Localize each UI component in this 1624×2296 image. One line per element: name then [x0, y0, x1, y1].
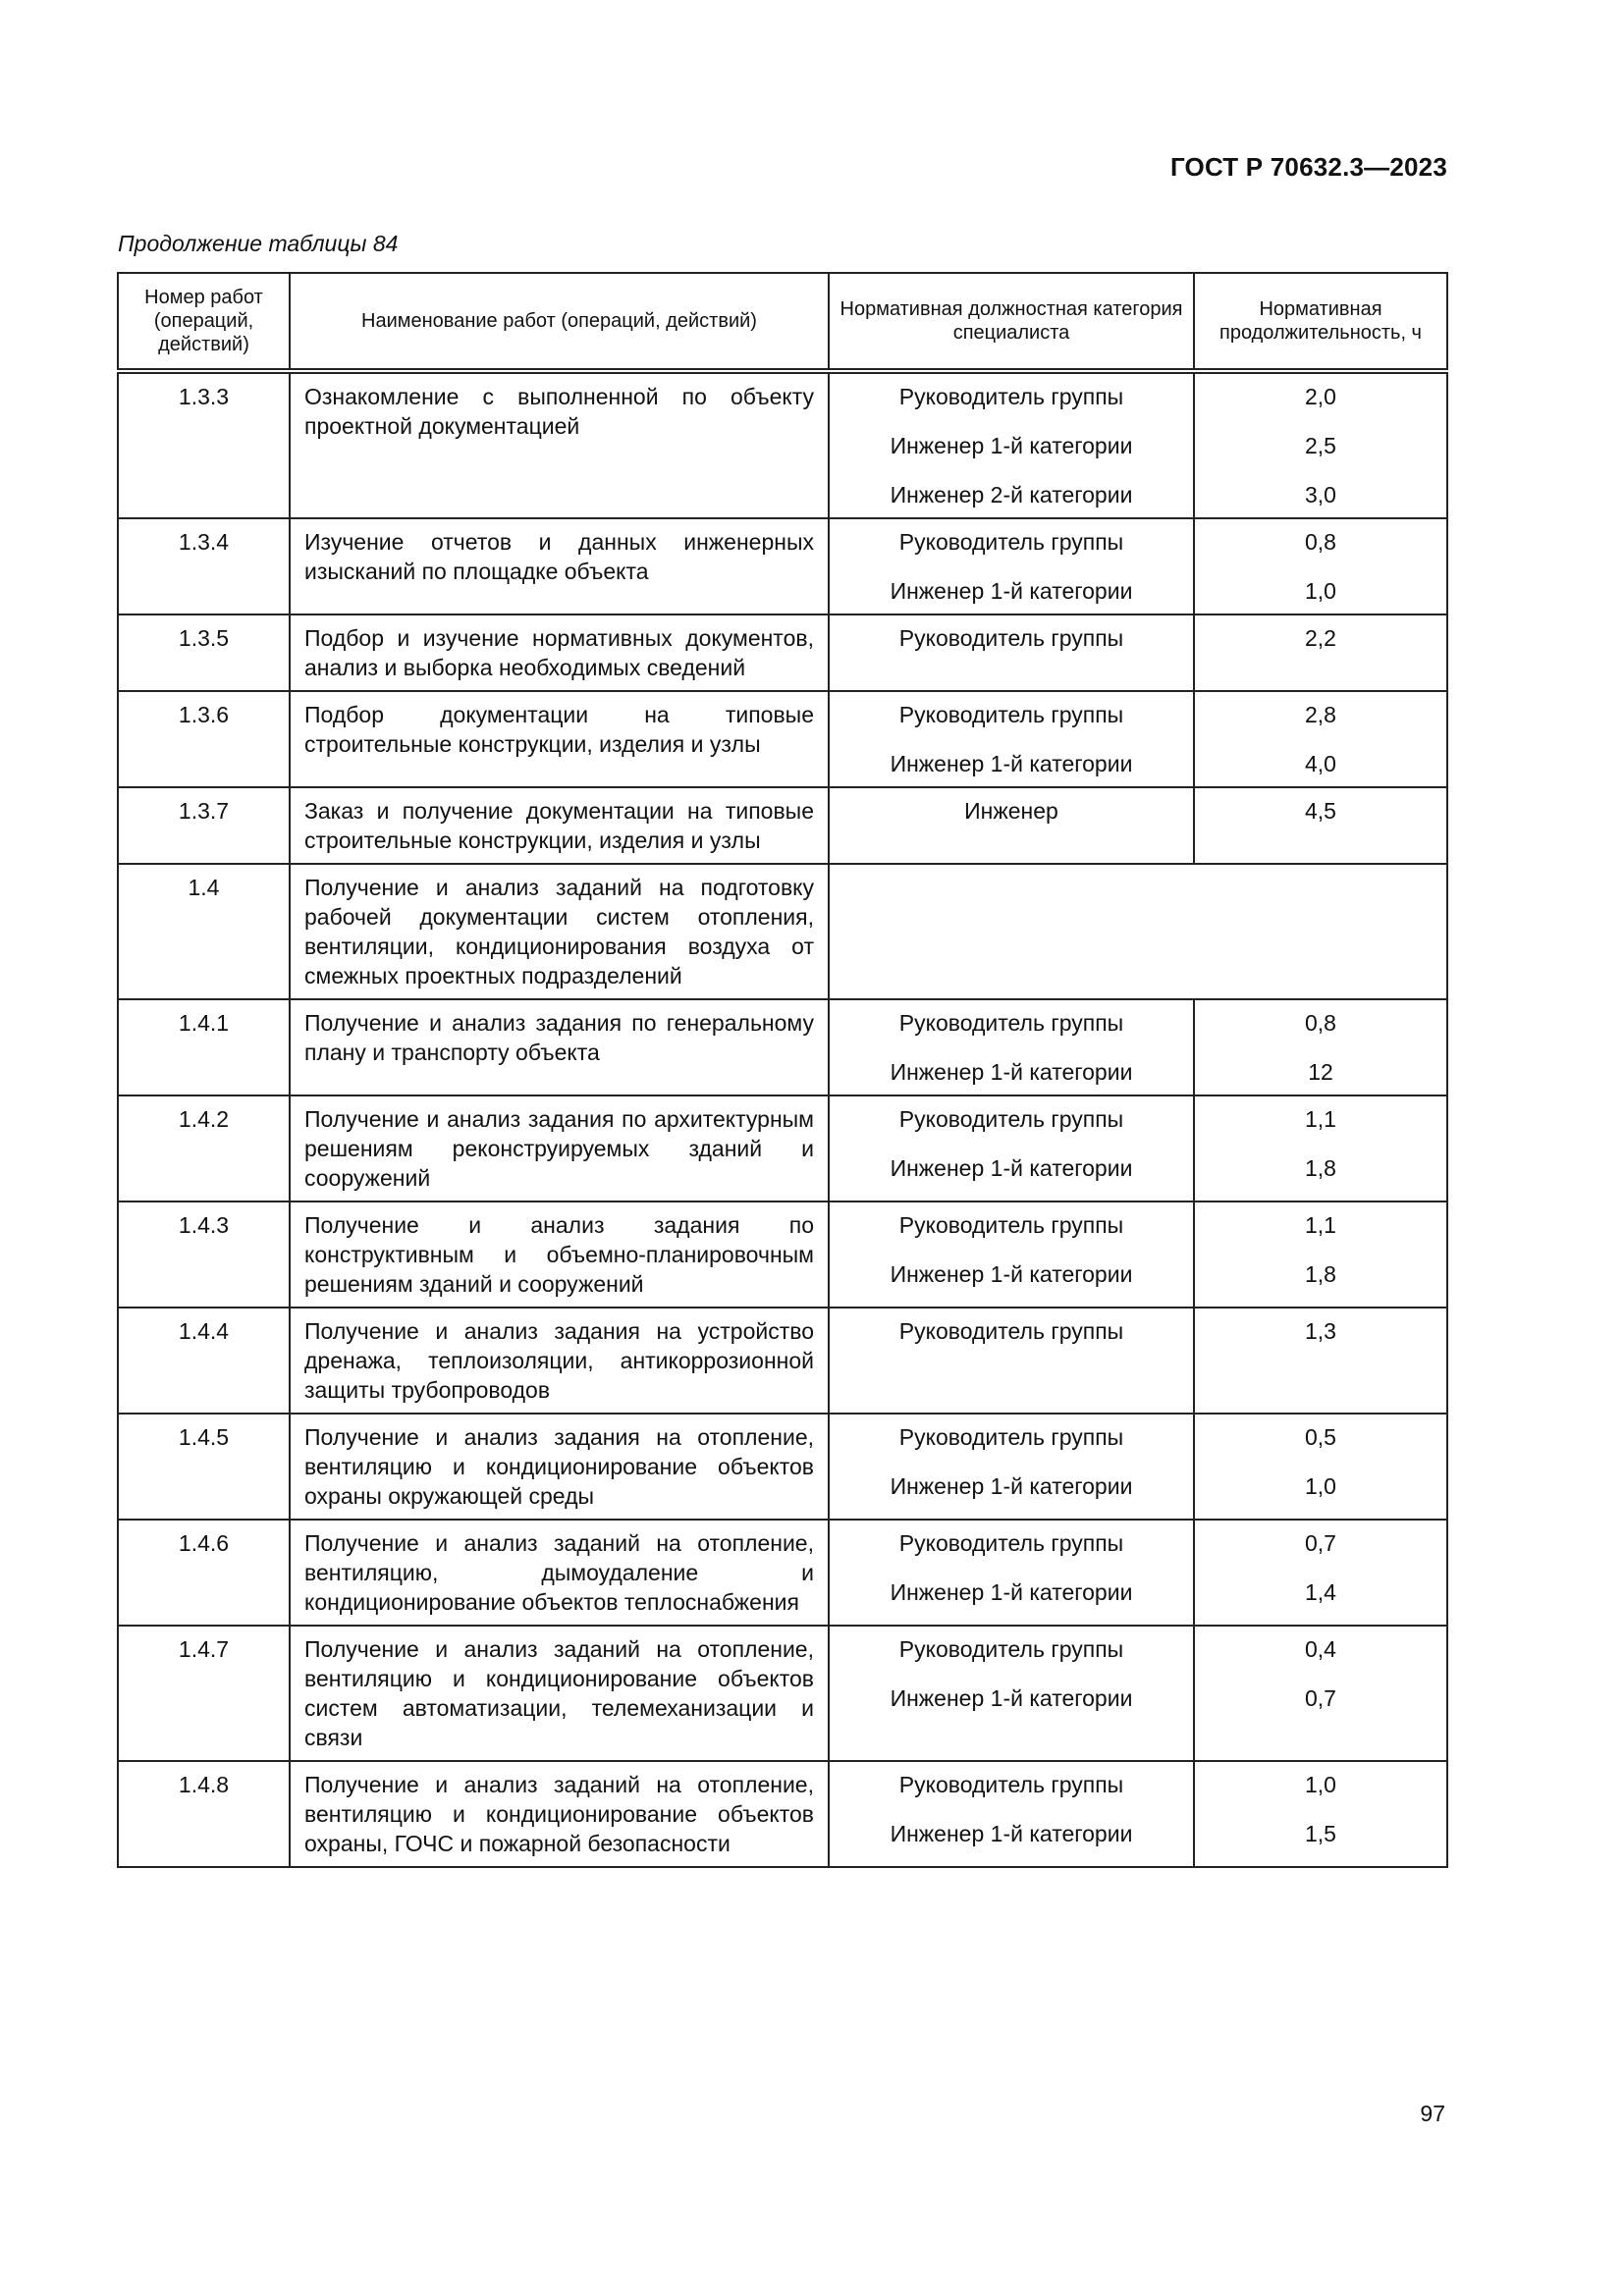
work-name-cell: Получение и анализ задания на отопление, вентиляцию и кондиционирование объектов охраны окружающей среды [290, 1414, 829, 1520]
specialist-category-cell [829, 371, 1194, 518]
work-number-cell: 1.4.1 [118, 999, 290, 1095]
specialist-category-cell [829, 1201, 1194, 1308]
table-row [118, 864, 1447, 999]
duration-cell [1194, 1520, 1447, 1626]
work-number-cell: 1.3.5 [118, 614, 290, 691]
work-number-cell: 1.3.6 [118, 691, 290, 787]
work-name-cell: Получение и анализ заданий на отопление, вентиляцию и кондиционирование объектов систем автоматизации, телемеханизации и связи [290, 1626, 829, 1761]
duration-cell [1194, 999, 1447, 1095]
specialist-category: Руководитель группы [898, 384, 1124, 409]
work-number-cell: 1.4.2 [118, 1095, 290, 1201]
work-number-cell: 1.3.4 [118, 518, 290, 614]
duration-cell [1194, 371, 1447, 518]
specialist-category: Инженер 1-й категории [890, 578, 1133, 604]
duration-cell [1194, 1308, 1447, 1414]
work-name-cell: Получение и анализ задания по архитектурным решениям реконструируемых зданий и сооружений [290, 1095, 829, 1201]
specialist-category: Руководитель группы [898, 1636, 1124, 1662]
specialist-category: Руководитель группы [898, 1530, 1124, 1556]
work-number-cell: 1.4.7 [118, 1626, 290, 1761]
duration-value: 0,4 [1305, 1636, 1336, 1662]
duration-value: 1,0 [1305, 578, 1336, 604]
specialist-category: Руководитель группы [898, 1106, 1124, 1132]
specialist-category: Инженер 2-й категории [890, 482, 1133, 507]
specialist-category: Инженер 1-й категории [890, 1473, 1133, 1499]
work-number-cell: 1.4.5 [118, 1414, 290, 1520]
table-container [117, 272, 1446, 1868]
table-row [118, 1761, 1447, 1867]
duration-value: 1,1 [1305, 1106, 1336, 1132]
work-number-cell: 1.4.8 [118, 1761, 290, 1867]
specialist-category-cell [829, 518, 1194, 614]
table-row [118, 1095, 1447, 1201]
specialist-category-cell [829, 1414, 1194, 1520]
work-name-cell: Получение и анализ задания по генеральному плану и транспорту объекта [290, 999, 829, 1095]
work-name-cell: Получение и анализ заданий на отопление, вентиляцию и кондиционирование объектов охраны, ГОЧС и пожарной безопасности [290, 1761, 829, 1867]
work-number-cell: 1.3.7 [118, 787, 290, 864]
duration-value: 1,8 [1305, 1261, 1336, 1287]
work-name-cell: Получение и анализ задания по конструктивным и объемно-планировочным решениям зданий и сооружений [290, 1201, 829, 1308]
table-row [118, 1201, 1447, 1308]
duration-value: 2,2 [1305, 625, 1336, 651]
work-name-cell: Подбор документации на типовые строительные конструкции, изделия и узлы [290, 691, 829, 787]
specialist-category: Инженер 1-й категории [890, 751, 1133, 776]
table-row [118, 518, 1447, 614]
specialist-category: Инженер 1-й категории [890, 433, 1133, 458]
specialist-category: Руководитель группы [898, 1318, 1124, 1344]
table-row [118, 1626, 1447, 1761]
specialist-category-cell [829, 1095, 1194, 1201]
table-row [118, 787, 1447, 864]
duration-value: 0,8 [1305, 1010, 1336, 1036]
work-number-cell: 1.3.3 [118, 371, 290, 518]
specialist-category-cell [829, 614, 1194, 691]
duration-value: 1,0 [1305, 1772, 1336, 1797]
table-body [118, 371, 1447, 1867]
duration-cell [1194, 1095, 1447, 1201]
table-row [118, 371, 1447, 518]
specialist-category: Руководитель группы [898, 1424, 1124, 1450]
specialist-category: Руководитель группы [898, 1772, 1124, 1797]
work-name-cell: Получение и анализ заданий на отопление, вентиляцию, дымоудаление и кондиционирование объектов теплоснабжения [290, 1520, 829, 1626]
duration-value: 1,1 [1305, 1212, 1336, 1238]
work-number-cell: 1.4.6 [118, 1520, 290, 1626]
specialist-category: Руководитель группы [898, 702, 1124, 727]
work-name-cell: Ознакомление с выполненной по объекту проектной документацией [290, 371, 829, 518]
table-row [118, 1520, 1447, 1626]
work-number-cell: 1.4.4 [118, 1308, 290, 1414]
specialist-category-cell [829, 1308, 1194, 1414]
specialist-category-cell [829, 787, 1194, 864]
specialist-category: Руководитель группы [898, 1212, 1124, 1238]
table-row [118, 614, 1447, 691]
work-name-cell: Получение и анализ задания на устройство дренажа, теплоизоляции, антикоррозионной защиты трубопроводов [290, 1308, 829, 1414]
specialist-category-cell [829, 1626, 1194, 1761]
duration-value: 1,3 [1305, 1318, 1336, 1344]
duration-cell [1194, 614, 1447, 691]
duration-value: 4,0 [1305, 751, 1336, 776]
specialist-category: Руководитель группы [898, 529, 1124, 555]
column-header-duration: Нормативная продолжительность, ч [1194, 273, 1447, 371]
work-number-cell: 1.4.3 [118, 1201, 290, 1308]
table-row [118, 1308, 1447, 1414]
duration-cell [1194, 787, 1447, 864]
column-header-category: Нормативная должностная категория специалиста [829, 273, 1194, 371]
duration-value: 4,5 [1305, 798, 1336, 824]
specialist-category-cell [829, 1520, 1194, 1626]
table-row [118, 999, 1447, 1095]
specialist-category: Руководитель группы [898, 625, 1124, 651]
duration-cell [1194, 1414, 1447, 1520]
work-name-cell: Изучение отчетов и данных инженерных изысканий по площадке объекта [290, 518, 829, 614]
table-caption: Продолжение таблицы 84 [118, 231, 399, 256]
specialist-category: Инженер [964, 798, 1058, 824]
page-number: 97 [1420, 2101, 1445, 2126]
specialist-category: Инженер 1-й категории [890, 1579, 1133, 1605]
duration-value: 1,5 [1305, 1821, 1336, 1846]
duration-value: 0,5 [1305, 1424, 1336, 1450]
specialist-category-cell [829, 999, 1194, 1095]
duration-value: 0,7 [1305, 1685, 1336, 1711]
specialist-category: Инженер 1-й категории [890, 1059, 1133, 1085]
specialist-category: Инженер 1-й категории [890, 1155, 1133, 1181]
column-header-number: Номер работ (операций, действий) [118, 273, 290, 371]
column-header-name: Наименование работ (операций, действий) [290, 273, 829, 371]
duration-value: 1,4 [1305, 1579, 1336, 1605]
work-name-cell: Заказ и получение документации на типовые строительные конструкции, изделия и узлы [290, 787, 829, 864]
duration-value: 0,8 [1305, 529, 1336, 555]
duration-cell [1194, 691, 1447, 787]
specialist-category-cell [829, 1761, 1194, 1867]
duration-value: 2,5 [1305, 433, 1336, 458]
duration-cell [1194, 518, 1447, 614]
work-name-cell: Подбор и изучение нормативных документов, анализ и выборка необходимых сведений [290, 614, 829, 691]
duration-cell [1194, 1626, 1447, 1761]
specialist-category-cell [829, 691, 1194, 787]
duration-value: 12 [1308, 1059, 1333, 1085]
duration-value: 2,0 [1305, 384, 1336, 409]
norms-table [117, 272, 1448, 1868]
duration-value: 1,8 [1305, 1155, 1336, 1181]
work-number-cell: 1.4 [118, 864, 290, 999]
table-row [118, 1414, 1447, 1520]
duration-value: 0,7 [1305, 1530, 1336, 1556]
specialist-category: Инженер 1-й категории [890, 1821, 1133, 1846]
table-header-row [118, 273, 1447, 371]
duration-cell [1194, 1201, 1447, 1308]
specialist-category: Инженер 1-й категории [890, 1261, 1133, 1287]
duration-value: 3,0 [1305, 482, 1336, 507]
table-row [118, 691, 1447, 787]
work-name-cell: Получение и анализ заданий на подготовку рабочей документации систем отопления, вентиляции, кондиционирования воздуха от смежных проектных подразделений [290, 864, 829, 999]
specialist-category: Руководитель группы [898, 1010, 1124, 1036]
duration-value: 2,8 [1305, 702, 1336, 727]
standard-code: ГОСТ Р 70632.3—2023 [1169, 152, 1447, 182]
merged-empty-cell [829, 864, 1447, 999]
duration-cell [1194, 1761, 1447, 1867]
duration-value: 1,0 [1305, 1473, 1336, 1499]
specialist-category: Инженер 1-й категории [890, 1685, 1133, 1711]
